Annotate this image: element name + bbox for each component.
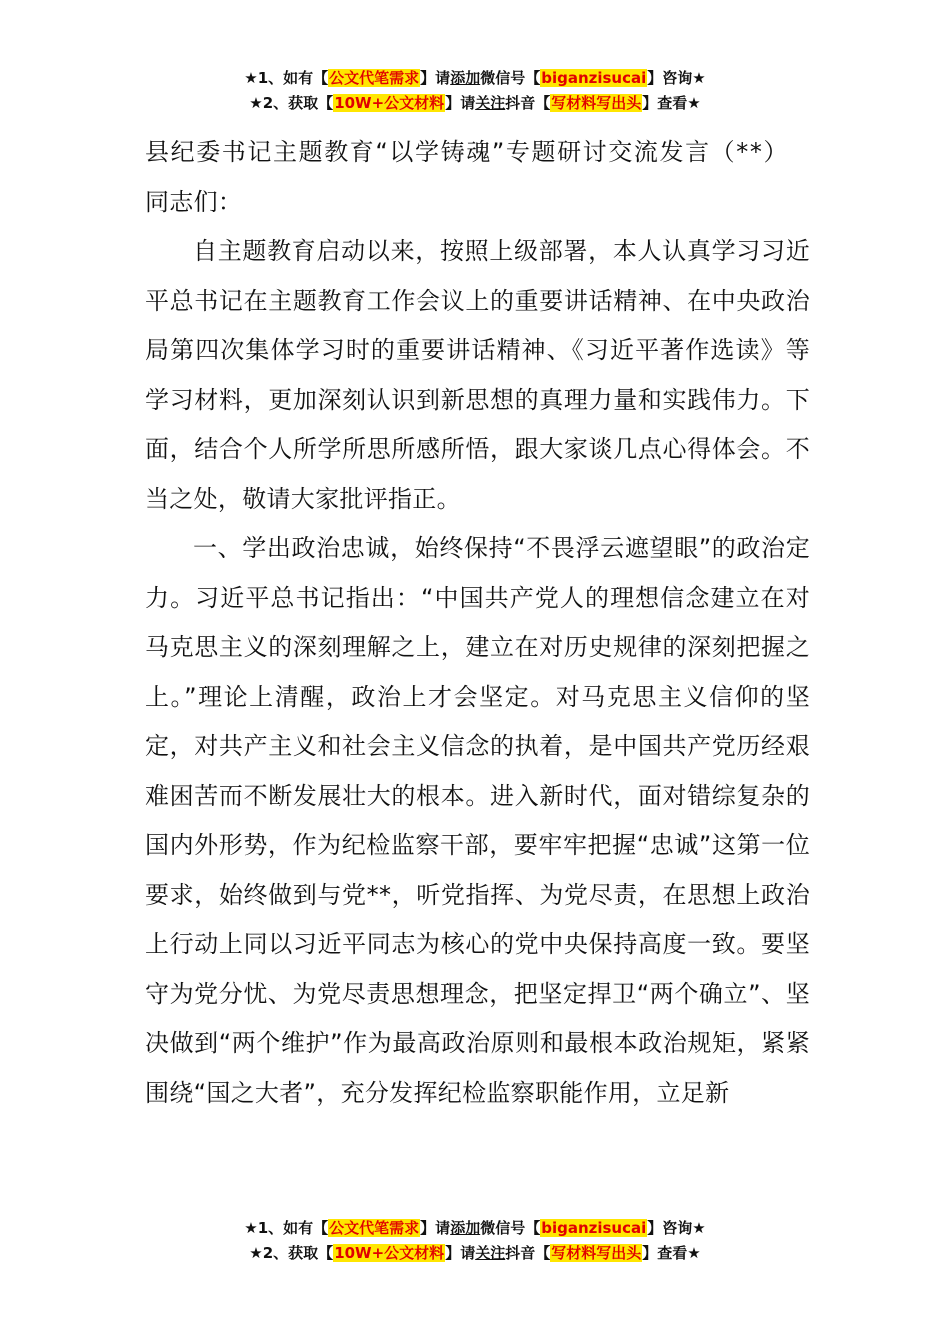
banner-line-1 [0, 66, 950, 91]
banner-text: 】请 [420, 69, 451, 87]
banner-text: 抖音【 [505, 1244, 551, 1262]
highlight-wechat-id: biganzisucai [541, 1219, 647, 1237]
banner-text: 微信号【 [480, 1219, 541, 1237]
banner-text: 】查看★ [642, 94, 701, 112]
banner-text: 】咨询★ [647, 1219, 706, 1237]
paragraph-section-one: 一、学出政治忠诚，始终保持“不畏浮云遮望眼”的政治定力。习近平总书记指出：“中国共产党人的理想信念建立在对马克思主义的深刻理解之上，建立在对历史规律的深刻把握之上。”理论上清醒，政治上才会坚定。对马克思主义信仰的坚定，对共产主义和社会主义信念的执着，是中国共产党历经艰难困苦而不断发展壮大的根本。进入新时代，面对错综复杂的国内外形势，作为纪检监察干部，要牢牢把握“忠诚”这第一位要求，始终做到与党**，听党指挥、为党尽责，在思想上政治上行动上同以习近平同志为核心的党中央保持高度一致。要坚守为党分忧、为党尽责思想理念，把坚定捍卫“两个确立”、坚决做到“两个维护”作为最高政治原则和最根本政治规矩，紧紧围绕“国之大者”，充分发挥纪检监察职能作用，立足新 [145, 534, 811, 1107]
banner-line-2 [0, 1241, 950, 1266]
banner-emphasis: 关注 [475, 1244, 506, 1262]
greeting: 同志们： [145, 187, 243, 216]
banner-text: 】咨询★ [647, 69, 706, 87]
banner-text: ★1、如有【 [244, 1219, 329, 1237]
banner-line-2 [0, 91, 950, 116]
banner-text: 】请 [420, 1219, 451, 1237]
highlight-douyin-id: 写材料写出头 [551, 1244, 642, 1262]
banner-text: 】查看★ [642, 1244, 701, 1262]
document-body [145, 128, 810, 1118]
document-title: 县纪委书记主题教育“以学铸魂”专题研讨交流发言（**） [145, 138, 790, 166]
banner-text: 】请 [445, 94, 476, 112]
bottom-banner [0, 1216, 950, 1266]
highlight-materials: 10W+公文材料 [334, 94, 445, 112]
banner-text: ★1、如有【 [244, 69, 329, 87]
banner-emphasis: 关注 [475, 94, 506, 112]
paragraph-intro: 自主题教育启动以来，按照上级部署，本人认真学习习近平总书记在主题教育工作会议上的重要讲话精神、在中央政治局第四次集体学习时的重要讲话精神、《习近平著作选读》等学习材料，更加深刻认识到新思想的真理力量和实践伟力。下面，结合个人所学所思所感所悟，跟大家谈几点心得体会。不当之处，敬请大家批评指正。 [145, 237, 810, 513]
highlight-wechat-id: biganzisucai [541, 69, 647, 87]
banner-text: 】请 [445, 1244, 476, 1262]
banner-line-1 [0, 1216, 950, 1241]
banner-text: ★2、获取【 [249, 94, 334, 112]
highlight-service: 公文代笔需求 [329, 69, 420, 87]
top-banner [0, 66, 950, 116]
highlight-douyin-id: 写材料写出头 [551, 94, 642, 112]
banner-text: ★2、获取【 [249, 1244, 334, 1262]
banner-emphasis: 添加 [450, 69, 481, 87]
banner-emphasis: 添加 [450, 1219, 481, 1237]
highlight-materials: 10W+公文材料 [334, 1244, 445, 1262]
banner-text: 抖音【 [505, 94, 551, 112]
highlight-service: 公文代笔需求 [329, 1219, 420, 1237]
banner-text: 微信号【 [480, 69, 541, 87]
